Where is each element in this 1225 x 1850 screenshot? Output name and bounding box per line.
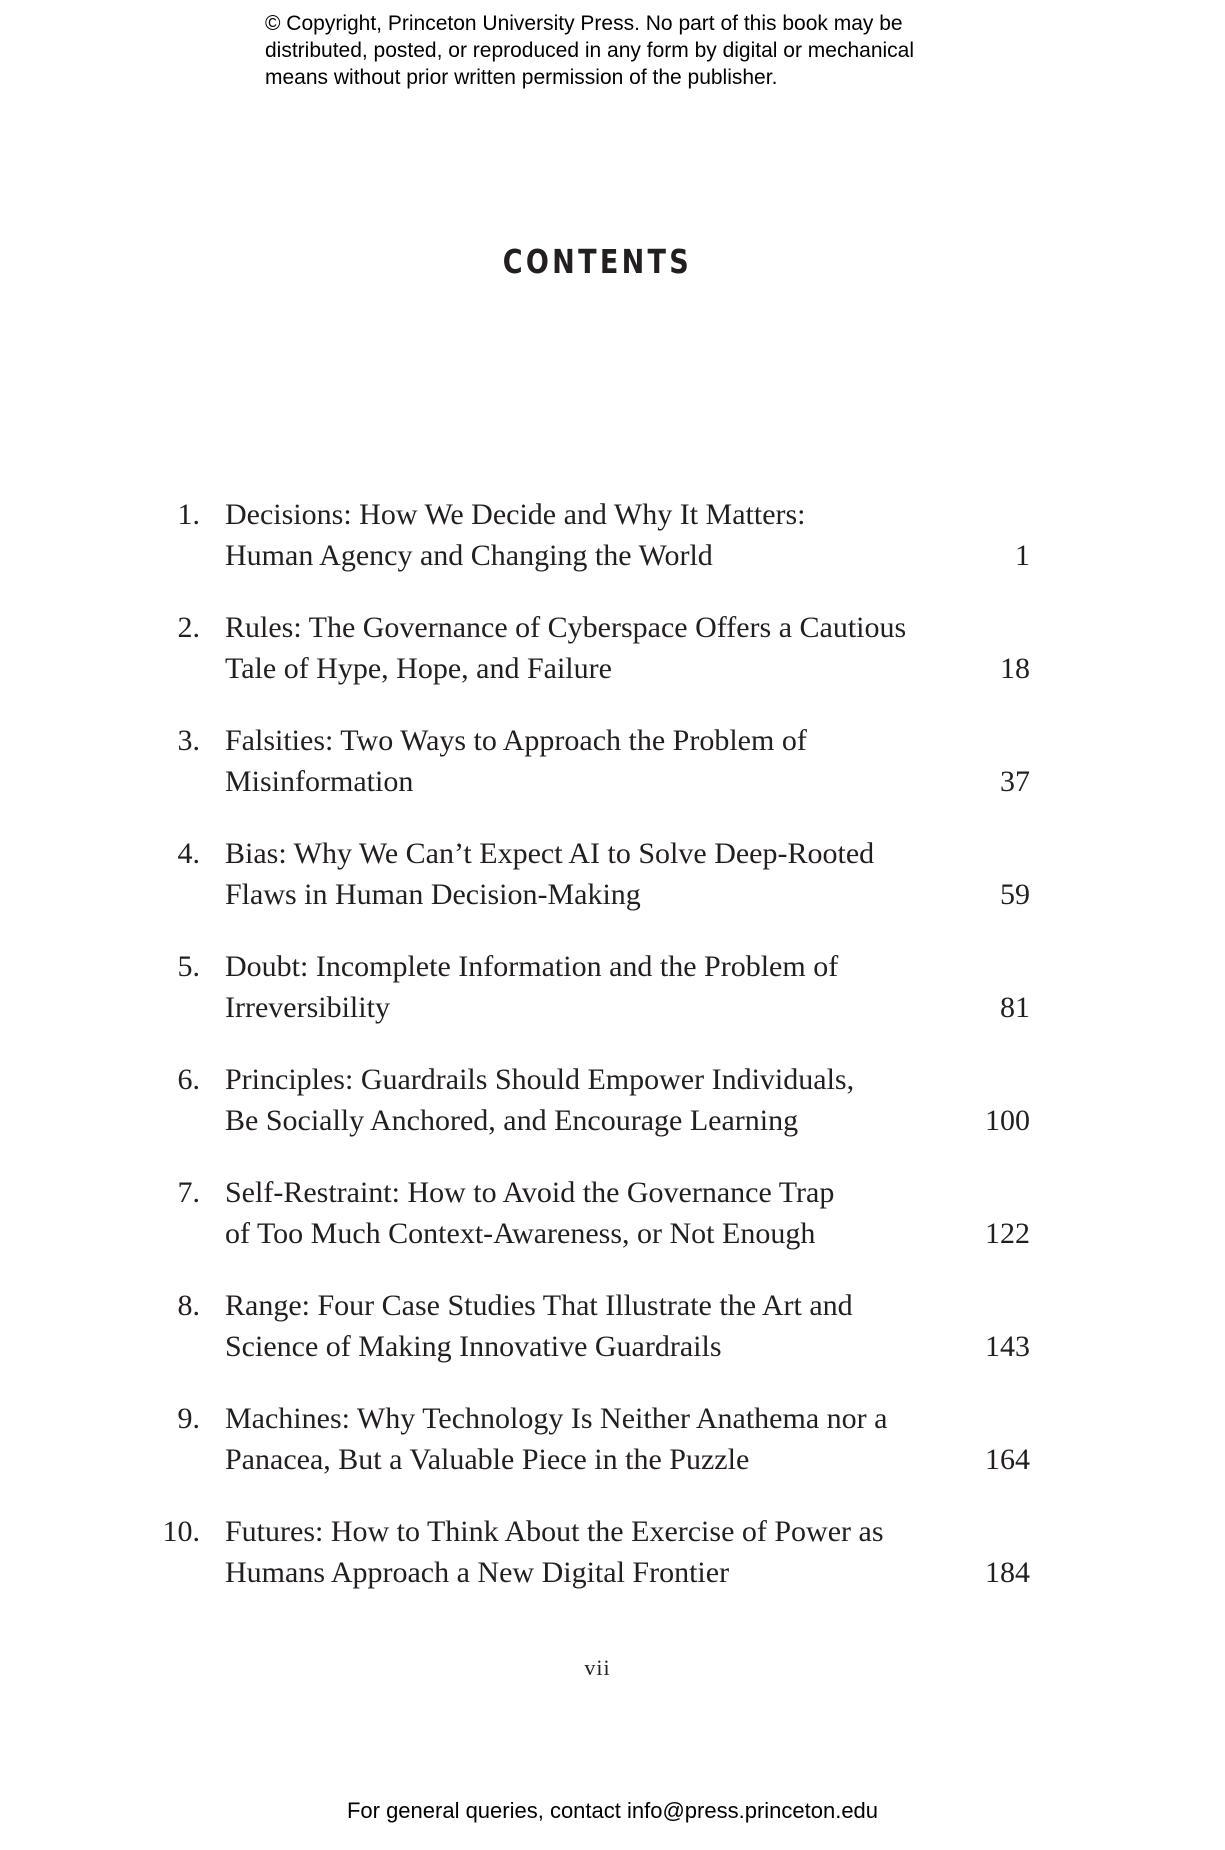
chapter-title-line-1: Self-Restraint: How to Avoid the Governance Trap: [225, 1176, 835, 1209]
chapter-title-line-1: Principles: Guardrails Should Empower Individuals,: [225, 1063, 855, 1096]
chapter-number: 9.: [177, 1402, 200, 1435]
page-number: 81: [1000, 991, 1030, 1024]
toc-entry: [0, 1511, 1225, 1595]
page-number: 1: [1015, 539, 1030, 572]
chapter-number: 2.: [177, 611, 200, 644]
page-number: 184: [985, 1556, 1030, 1589]
chapter-title-line-2: Irreversibility: [225, 991, 390, 1024]
chapter-number: 10.: [162, 1515, 200, 1548]
chapter-title-line-2: Panacea, But a Valuable Piece in the Puzzle: [225, 1443, 750, 1476]
chapter-number: 8.: [177, 1289, 200, 1322]
page-number: 122: [985, 1217, 1030, 1250]
chapter-title-line-1: Decisions: How We Decide and Why It Matters:: [225, 498, 806, 531]
toc-entry: [0, 720, 1225, 804]
chapter-title-line-2: Humans Approach a New Digital Frontier: [225, 1556, 730, 1589]
chapter-title-line-2: Science of Making Innovative Guardrails: [225, 1330, 722, 1363]
chapter-title-line-2: Tale of Hype, Hope, and Failure: [225, 652, 612, 685]
toc-entry: [0, 1285, 1225, 1369]
toc-entry: [0, 494, 1225, 578]
page-number: 143: [985, 1330, 1030, 1363]
toc-entry: [0, 1398, 1225, 1482]
footer-contact: For general queries, contact info@press.princeton.edu: [346, 1798, 879, 1823]
chapter-title-line-2: of Too Much Context-Awareness, or Not Enough: [225, 1217, 816, 1250]
copyright-line: © Copyright, Princeton University Press. No part of this book may be: [265, 12, 903, 35]
page-number: 164: [985, 1443, 1030, 1476]
chapter-number: 7.: [177, 1176, 200, 1209]
page-number: 37: [1000, 765, 1030, 798]
chapter-title-line-1: Falsities: Two Ways to Approach the Problem of: [225, 724, 807, 757]
chapter-title-line-1: Rules: The Governance of Cyberspace Offers a Cautious: [225, 611, 907, 644]
copyright-line: means without prior written permission of the publisher.: [265, 66, 778, 89]
chapter-title-line-1: Doubt: Incomplete Information and the Problem of: [225, 950, 839, 983]
toc-entry: [0, 607, 1225, 691]
chapter-title-line-2: Be Socially Anchored, and Encourage Learning: [225, 1104, 799, 1137]
chapter-title-line-2: Misinformation: [225, 765, 414, 798]
chapter-number: 1.: [177, 498, 200, 531]
page-number: 100: [985, 1104, 1030, 1137]
chapter-number: 3.: [177, 724, 200, 757]
copyright-line: distributed, posted, or reproduced in any form by digital or mechanical: [265, 39, 915, 62]
chapter-title-line-2: Human Agency and Changing the World: [225, 539, 713, 572]
folio-page-number: vii: [584, 1655, 611, 1680]
chapter-number: 6.: [177, 1063, 200, 1096]
chapter-title-line-1: Bias: Why We Can’t Expect AI to Solve Deep-Rooted: [225, 837, 875, 870]
chapter-number: 4.: [177, 837, 200, 870]
chapter-title-line-1: Machines: Why Technology Is Neither Anathema nor a: [225, 1402, 888, 1435]
toc-entry: [0, 946, 1225, 1030]
page-title: CONTENTS: [502, 242, 693, 281]
toc-entry: [0, 1059, 1225, 1143]
chapter-number: 5.: [177, 950, 200, 983]
page-number: 59: [1000, 878, 1030, 911]
page-number: 18: [1000, 652, 1030, 685]
chapter-title-line-1: Range: Four Case Studies That Illustrate the Art and: [225, 1289, 853, 1322]
toc-entry: [0, 1172, 1225, 1256]
toc-entry: [0, 833, 1225, 917]
chapter-title-line-2: Flaws in Human Decision-Making: [225, 878, 641, 911]
chapter-title-line-1: Futures: How to Think About the Exercise of Power as: [225, 1515, 884, 1548]
